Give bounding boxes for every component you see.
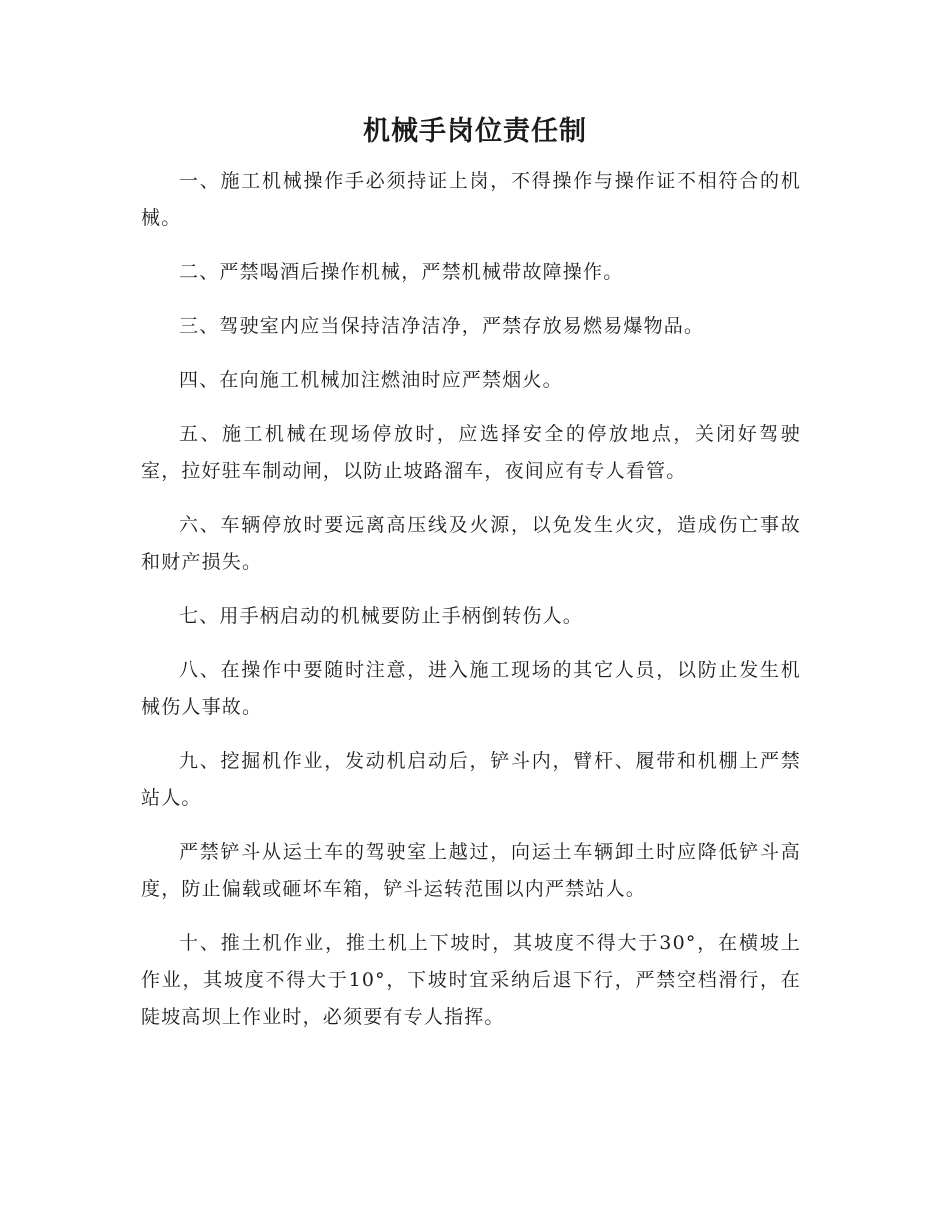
paragraph-5: 五、施工机械在现场停放时，应选择安全的停放地点，关闭好驾驶室，拉好驻车制动闸，以防止坡路溜车，夜间应有专人看管。	[141, 423, 801, 482]
paragraph-9: 九、挖掘机作业，发动机启动后，铲斗内，臂杆、履带和机棚上严禁站人。	[141, 750, 801, 809]
paragraph-2: 二、严禁喝酒后操作机械，严禁机械带故障操作。	[179, 261, 624, 283]
paragraph-6: 六、车辆停放时要远离高压线及火源，以免发生火灾，造成伤亡事故和财产损失。	[141, 514, 801, 573]
paragraph-3: 三、驾驶室内应当保持洁净洁净，严禁存放易燃易爆物品。	[179, 315, 705, 337]
paragraph-7: 七、用手柄启动的机械要防止手柄倒转伤人。	[179, 605, 584, 627]
paragraph-4: 四、在向施工机械加注燃油时应严禁烟火。	[179, 369, 563, 391]
paragraph-8: 八、在操作中要随时注意，进入施工现场的其它人员，以防止发生机械伤人事故。	[141, 659, 801, 718]
paragraph-1: 一、施工机械操作手必须持证上岗，不得操作与操作证不相符合的机械。	[141, 170, 801, 229]
document-body	[141, 163, 801, 1053]
document-title: 机械手岗位责任制	[363, 116, 587, 147]
paragraph-11: 十、推土机作业，推土机上下坡时，其坡度不得大于30°，在横坡上作业，其坡度不得大于10°，下坡时宜采纳后退下行，严禁空档滑行，在陡坡高坝上作业时，必须要有专人指挥。	[141, 932, 801, 1028]
paragraph-10: 严禁铲斗从运土车的驾驶室上越过，向运土车辆卸土时应降低铲斗高度，防止偏载或砸坏车箱，铲斗运转范围以内严禁站人。	[141, 841, 801, 900]
